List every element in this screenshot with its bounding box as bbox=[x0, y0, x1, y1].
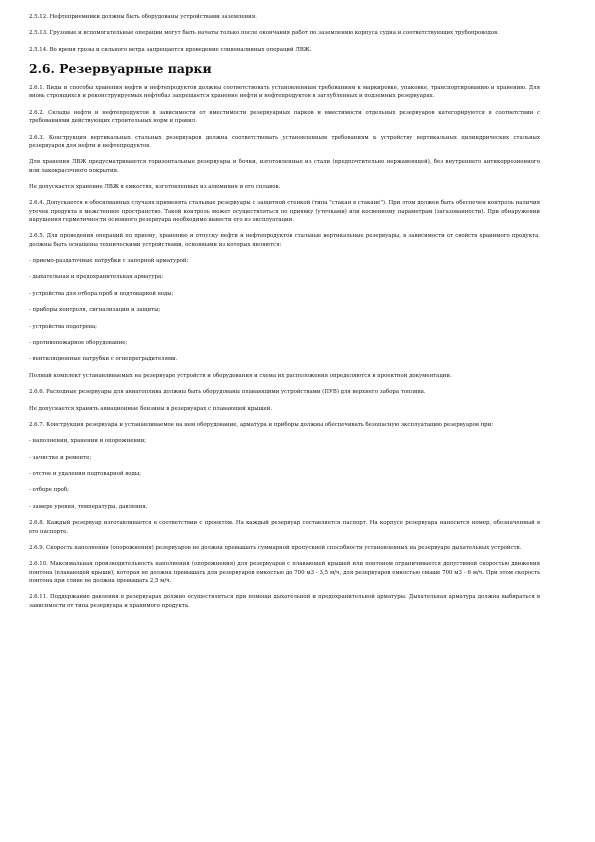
paragraph: 2.5.12. Нефтеприемники должны быть оборудованы устройствами заземления. bbox=[29, 14, 257, 20]
paragraph: 2.5.13. Грузовые и вспомогательные операции могут быть начаты только после окончания работ по заземлению корпуса судна и соответствующих трубопроводов. bbox=[29, 30, 499, 37]
paragraph: Полный комплект устанавливаемых на резервуаре устройств и оборудования и схема их расположения определяются в проектной документации. bbox=[29, 372, 452, 379]
paragraph: 2.6.6. Расходные резервуары для авиатоплива должны быть оборудованы плавающими устройствами (ПУВ) для верхнего забора топлива. bbox=[29, 389, 426, 396]
paragraph: 2.6.11. Поддержание давления в резервуарах должно осуществляться при помощи дыхательной и предохранительной арматуры. Дыхательная арматура должна выбираться в зависимости от типа резервуара и хранимого продукта. bbox=[29, 594, 540, 609]
paragraph: - устройства для отбора проб и подтоварной воды; bbox=[29, 290, 174, 297]
paragraph: Не допускается хранить авиационные бензины в резервуарах с плавающей крышей. bbox=[29, 405, 273, 412]
paragraph: 2.6.7. Конструкция резервуара и устанавливаемое на нем оборудование, арматура и приборы должны обеспечивать безопасную эксплуатацию резервуаров при: bbox=[29, 421, 494, 428]
paragraph: - отстое и удалении подтоварной воды; bbox=[29, 471, 141, 478]
intro-section bbox=[29, 13, 540, 54]
paragraph: - замере уровня, температуры, давления. bbox=[29, 503, 148, 510]
paragraph: 2.5.14. Во время грозы и сильного ветра запрещается проведение сливоналивных операций ЛВЖ. bbox=[29, 46, 312, 53]
paragraph: 2.6.9. Скорость наполнения (опорожнения) резервуаров не должна превышать суммарной пропускной способности установленных на резервуаре дыхательных устройств. bbox=[29, 544, 522, 551]
paragraph: - приборы контроля, сигнализации и защиты; bbox=[29, 307, 161, 314]
paragraph: 2.6.3. Конструкция вертикальных стальных резервуаров должна соответствовать установленным требованиям к устройству вертикальных цилиндрических стальных резервуаров для нефти и нефтепродуктов. bbox=[29, 134, 540, 149]
paragraph: 2.6.8. Каждый резервуар изготавливается в соответствии с проектом. На каждый резервуар составляется паспорт. На корпусе резервуара наносится номер, обозначенный в его паспорте. bbox=[29, 520, 540, 535]
paragraph: 2.6.1. Виды и способы хранения нефти и нефтепродуктов должны соответствовать установленным требованиям к маркировке, упаковке, транспортированию и хранению. Для вновь строящихся и реконструируемых нефтебаз запрещается хранение нефти и нефтепродуктов в заглубленных и подземных резервуарах. bbox=[29, 85, 540, 100]
paragraph: - вентиляционные патрубки с огнепреградителями. bbox=[29, 356, 178, 363]
paragraph: - устройства подогрева; bbox=[29, 323, 97, 330]
section-body bbox=[29, 84, 540, 610]
paragraph: 2.6.4. Допускается в обоснованных случаях применять стальные резервуары с защитной стенкой (типа "стакан в стакане"). При этом должен быть обеспечен контроль наличия утечек продукта в межстенное пространство. Такой контроль может осуществляться по приявку (утечками) или косвенному параметрам (загазованности). При обнаружении нарушения герметичности основного резервуара необходимо вывести его из эксплуатации. bbox=[29, 200, 540, 223]
paragraph: - дыхательная и предохранительная арматура; bbox=[29, 274, 164, 281]
paragraph: 2.6.2. Склады нефти и нефтепродуктов в зависимости от вместимости резервуарных парков и вместимости отдельных резервуаров категорируются в соответствии с требованиями действующих строительных норм и правил. bbox=[29, 109, 540, 125]
paragraph: 2.6.5. Для проведения операций по приему, хранению и отпуску нефти и нефтепродуктов стальные вертикальные резервуары, в зависимости от свойств хранимого продукта, должны быть оснащены техническими устройствами, основными из которых являются: bbox=[29, 233, 540, 248]
paragraph: - противопожарное оборудование; bbox=[29, 339, 128, 346]
paragraph: Не допускается хранение ЛВЖ в емкостях, изготовленных из алюминия и его сплавов. bbox=[29, 183, 281, 190]
paragraph: - приемо-раздаточные патрубки с запорной арматурой; bbox=[29, 257, 189, 264]
section-heading: 2.6. Резервуарные парки bbox=[29, 61, 212, 77]
paragraph: 2.6.10. Максимальная производительность наполнения (опорожнения) для резервуаров с плавающей крышей или понтоном ограничивается допустимой скоростью движения понтона (плавающей крыши), которая не должна превышать для резервуаров емкостью до 700 м3 - 3,5 м/ч, для резервуаров емкостью свыше 700 м3 - 6 м/ч. При этом скорость понтона при сливе не должна превышать 2,5 м/ч. bbox=[29, 561, 540, 584]
paragraph: - отборе проб; bbox=[29, 487, 69, 494]
paragraph: - зачистке и ремонте; bbox=[29, 454, 92, 461]
paragraph: - наполнении, хранении и опорожнении; bbox=[29, 438, 146, 445]
paragraph: Для хранения ЛВЖ предусматриваются горизонтальные резервуары и бочки, изготовленные из стали (предпочтительно нержавеющей), без внутреннего антикоррозионного или лакокрасочного покрытия. bbox=[29, 159, 540, 174]
